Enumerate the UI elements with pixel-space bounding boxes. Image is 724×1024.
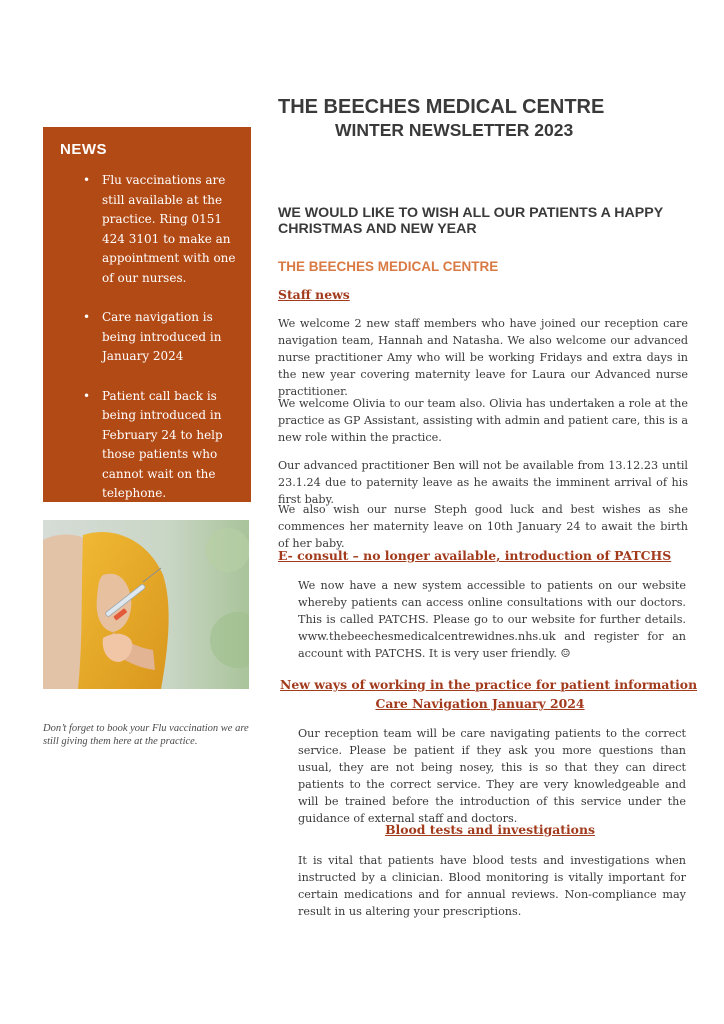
news-item bbox=[43, 308, 251, 367]
bullet-icon: • bbox=[83, 310, 91, 324]
news-list bbox=[43, 171, 251, 524]
staff-news-paragraph: Our advanced practitioner Ben will not be available from 13.12.23 until 23.1.24 due to paternity leave as he awaits the imminent arrival of his first baby. bbox=[278, 459, 688, 506]
staff-news-paragraph: We welcome 2 new staff members who have joined our reception care navigation team, Hannah and Natasha. We also welcome our advanced nurse practitioner Amy who will be working Fridays and extra days in the new year covering maternity leave for Laura our Advanced nurse practitioner. bbox=[278, 317, 688, 398]
bullet-icon: • bbox=[83, 388, 91, 403]
econsult-paragraph: We now have a new system accessible to patients on our website whereby patients can access online consultations with our doctors. This is called PATCHS. Please go to our website for further details. www.thebeechesmedicalcentrewidnes.nhs.uk and register for an account with PATCHS. It is very user friendly. ☺ bbox=[298, 579, 686, 660]
staff-news-paragraph: We also wish our nurse Steph good luck and best wishes as she commences her maternity leave on 10th January 24 to await the birth of her baby. bbox=[278, 503, 688, 550]
news-item-text: Flu vaccinations are still available at the practice. Ring 0151 424 3101 to make an appointment with one of our nurses. bbox=[102, 173, 236, 285]
newsletter-subtitle: WINTER NEWSLETTER 2023 bbox=[335, 120, 574, 140]
care-navigation-heading: Care Navigation January 2024 bbox=[375, 696, 585, 711]
staff-news-heading: Staff news bbox=[278, 287, 350, 302]
centre-name-heading: THE BEECHES MEDICAL CENTRE bbox=[278, 259, 499, 274]
news-box bbox=[43, 127, 251, 502]
new-ways-paragraph: Our reception team will be care navigating patients to the correct service. Please be patient if they ask you more questions than usual, they are not being nosey, this is so that they can direct patients to the correct service. They are very knowledgeable and will be trained before the introduction of this service under the guidance of external staff and doctors. bbox=[298, 727, 686, 825]
vaccination-photo bbox=[43, 520, 249, 689]
vaccination-illustration bbox=[43, 520, 249, 689]
econsult-heading: E- consult – no longer available, introduction of PATCHS bbox=[278, 548, 672, 563]
news-item bbox=[43, 387, 251, 504]
news-item-text: Patient call back is being introduced in February 24 to help those patients who cannot wait on the telephone. bbox=[102, 388, 223, 500]
photo-caption: Don’t forget to book your Flu vaccination we are still giving them here at the practice. bbox=[43, 723, 249, 747]
news-item-text: Care navigation is being introduced in January 2024 bbox=[102, 310, 222, 363]
newsletter-title: THE BEECHES MEDICAL CENTRE bbox=[278, 96, 605, 118]
new-ways-heading: New ways of working in the practice for patient information bbox=[280, 677, 698, 692]
blood-tests-paragraph: It is vital that patients have blood tests and investigations when instructed by a clinician. Blood monitoring is vitally important for certain medications and for annual reviews. Non-compliance may result in us altering your prescriptions. bbox=[298, 854, 686, 918]
news-title: NEWS bbox=[60, 141, 107, 158]
holiday-wish: WE WOULD LIKE TO WISH ALL OUR PATIENTS A HAPPY CHRISTMAS AND NEW YEAR bbox=[278, 205, 663, 237]
news-item bbox=[43, 171, 251, 288]
bullet-icon: • bbox=[83, 173, 91, 187]
staff-news-paragraph: We welcome Olivia to our team also. Olivia has undertaken a role at the practice as GP Assistant, assisting with admin and patient care, this is a new role within the practice. bbox=[278, 397, 688, 444]
blood-tests-heading: Blood tests and investigations bbox=[385, 822, 595, 837]
